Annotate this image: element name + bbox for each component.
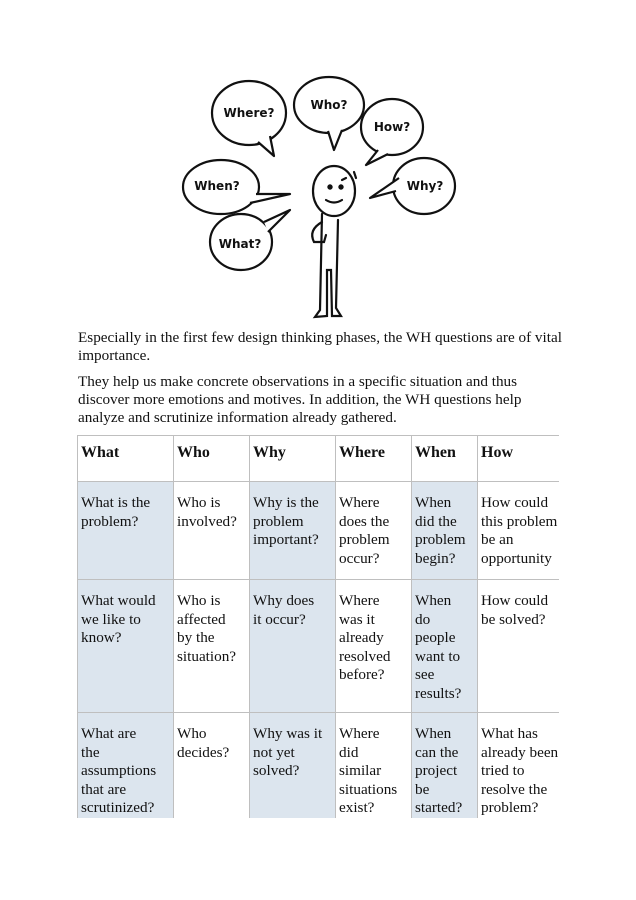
table-cell: Who is involved? bbox=[174, 482, 250, 580]
intro-paragraph: Especially in the first few design thinking phases, the WH questions are of vital importance. bbox=[78, 329, 562, 364]
table-row bbox=[78, 482, 560, 580]
bubble-who: Who? bbox=[310, 98, 348, 112]
table-cell: Why is the problem important? bbox=[250, 482, 336, 580]
table-row bbox=[78, 713, 560, 819]
table-cell: Where does the problem occur? bbox=[336, 482, 412, 580]
explanation-paragraph: They help us make concrete observations in a specific situation and thus discover more emotions and motives. In addition, the WH questions help analyze and scrutinize information already gathered. bbox=[78, 373, 522, 426]
bubble-when: When? bbox=[194, 179, 240, 193]
table-cell: Who is affected by the situation? bbox=[174, 580, 250, 713]
table-cell: What are the assumptions that are scrutinized? bbox=[78, 713, 174, 819]
table-cell: Who decides? bbox=[174, 713, 250, 819]
table-cell: What would we like to know? bbox=[78, 580, 174, 713]
table-cell: When did the problem begin? bbox=[412, 482, 478, 580]
header-why: Why bbox=[250, 436, 336, 482]
table-cell: How could be solved? bbox=[478, 580, 560, 713]
table-cell: When can the project be started? bbox=[412, 713, 478, 819]
header-what: What bbox=[78, 436, 174, 482]
table-cell: Why was it not yet solved? bbox=[250, 713, 336, 819]
bubble-why: Why? bbox=[406, 179, 444, 193]
bubble-what: What? bbox=[218, 237, 262, 251]
table-header-row bbox=[78, 436, 560, 482]
table-cell: How could this problem be an opportunity bbox=[478, 482, 560, 580]
wh-questions-illustration bbox=[170, 70, 470, 322]
bubble-how: How? bbox=[373, 120, 411, 134]
wh-questions-table bbox=[77, 435, 559, 818]
who-speech-bubble bbox=[294, 77, 364, 150]
header-who: Who bbox=[174, 436, 250, 482]
bubble-where: Where? bbox=[223, 106, 275, 120]
table-cell: What has already been tried to resolve the problem? bbox=[478, 713, 560, 819]
table-cell: When do people want to see results? bbox=[412, 580, 478, 713]
wh-questions-table-container bbox=[77, 435, 559, 818]
thinking-person bbox=[312, 166, 356, 317]
table-cell: Where was it already resolved before? bbox=[336, 580, 412, 713]
table-cell: What is the problem? bbox=[78, 482, 174, 580]
header-when: When bbox=[412, 436, 478, 482]
header-where: Where bbox=[336, 436, 412, 482]
table-cell: Why does it occur? bbox=[250, 580, 336, 713]
table-row bbox=[78, 580, 560, 713]
table-cell: Where did similar situations exist? bbox=[336, 713, 412, 819]
header-how: How bbox=[478, 436, 560, 482]
